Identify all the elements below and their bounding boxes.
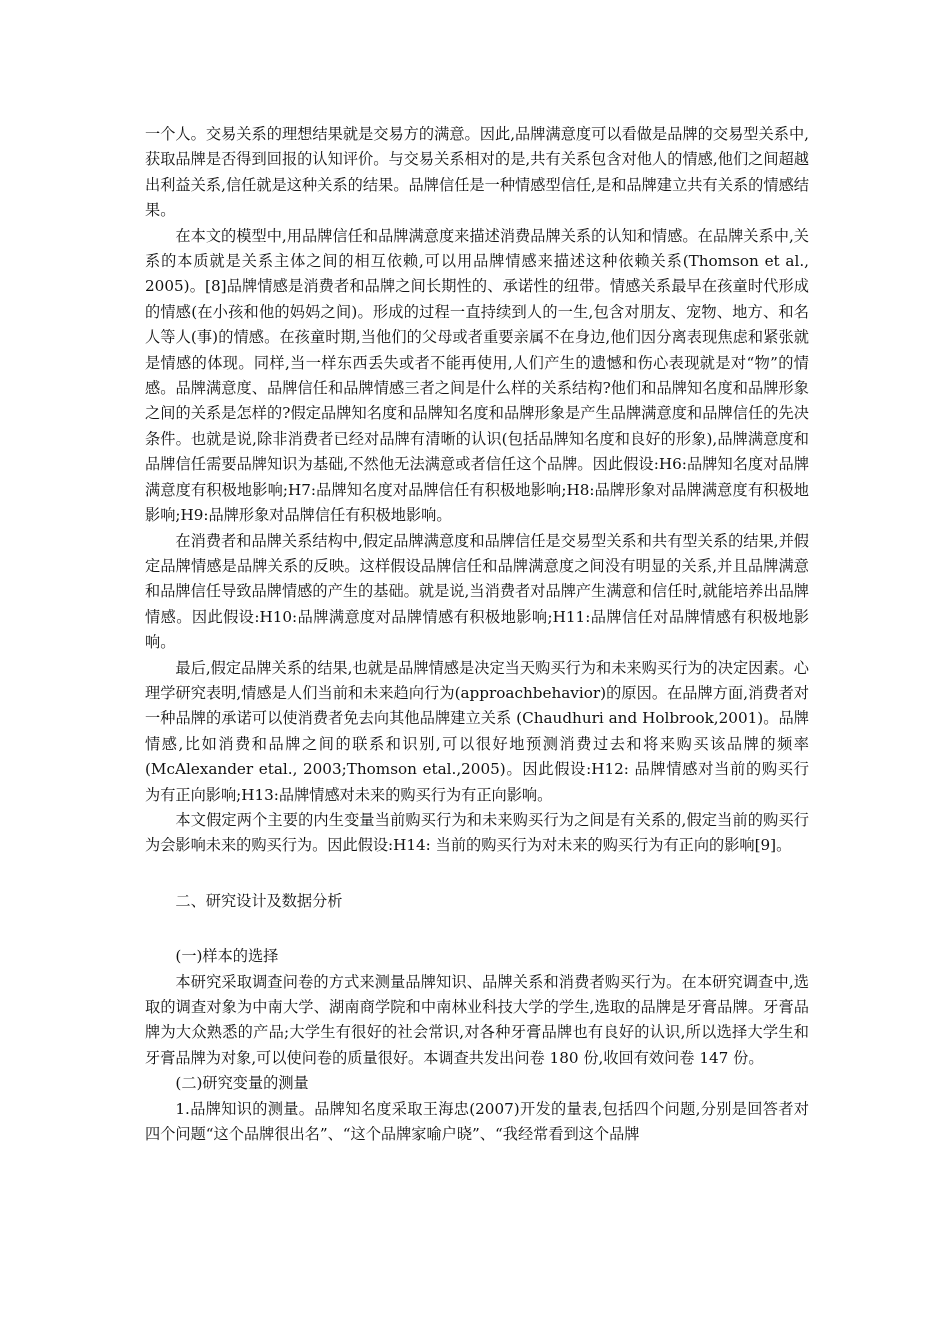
section-spacer bbox=[145, 859, 809, 889]
subsection-heading-sample-selection: (一)样本的选择 bbox=[175, 947, 279, 966]
section-heading-research-design: 二、研究设计及数据分析 bbox=[175, 891, 343, 910]
section-spacer bbox=[145, 914, 809, 944]
subsection-heading-variable-measurement: (二)研究变量的测量 bbox=[175, 1074, 309, 1093]
paragraph-sample-selection: 本研究采取调查问卷的方式来测量品牌知识、品牌关系和消费者购买行为。在本研究调查中,选取的调查对象为中南大学、湖南商学院和中南林业科技大学的学生,选取的品牌是牙膏品牌。牙膏品牌为大众熟悉的产品;大学生有很好的社会常识,对各种牙膏品牌也有良好的认识,所以选择大学生和牙膏品牌为对象,可以使问卷的质量很好。本调查共发出问卷 180 份,收回有效问卷 147 份。 bbox=[145, 972, 809, 1067]
paragraph-model-description: 在本文的模型中,用品牌信任和品牌满意度来描述消费品牌关系的认知和情感。在品牌关系中,关系的本质就是关系主体之间的相互依赖,可以用品牌情感来描述这种依赖关系(Thomson et al., 2005)。[8]品牌情感是消费者和品牌之间长期性的、承诺性的纽带。情感关系最早在孩童时代形成的情感(在小孩和他的妈妈之间)。形成的过程一直持续到人的一生,包含对朋友、宠物、地方、和名人等人(事)的情感。在孩童时期,当他们的父母或者重要亲属不在身边,他们因分离表现焦虑和紧张就是情感的体现。同样,当一样东西丢失或者不能再使用,人们产生的遗憾和伤心表现就是对“物”的情感。品牌满意度、品牌信任和品牌情感三者之间是什么样的关系结构?他们和品牌知名度和品牌形象之间的关系是怎样的?假定品牌知名度和品牌知名度和品牌形象是产生品牌满意度和品牌信任的先决条件。也就是说,除非消费者已经对品牌有清晰的认识(包括品牌知名度和良好的形象),品牌满意度和品牌信任需要品牌知识为基础,不然他无法满意或者信任这个品牌。因此假设:H6:品牌知名度对品牌满意度有积极地影响;H7:品牌知名度对品牌信任有积极地影响;H8:品牌形象对品牌满意度有积极地影响;H9:品牌形象对品牌信任有积极地影响。 bbox=[145, 226, 809, 525]
paragraph-transaction-relationship: 一个人。交易关系的理想结果就是交易方的满意。因此,品牌满意度可以看做是品牌的交易型关系中,获取品牌是否得到回报的认知评价。与交易关系相对的是,共有关系包含对他人的情感,他们之间超越出利益关系,信任就是这种关系的结果。品牌信任是一种情感型信任,是和品牌建立共有关系的情感结果。 bbox=[145, 125, 809, 220]
paragraph-endogenous-variables: 本文假定两个主要的内生变量当前购买行为和未来购买行为之间是有关系的,假定当前的购买行为会影响未来的购买行为。因此假设:H14: 当前的购买行为对未来的购买行为有正向的影响[9]。 bbox=[145, 810, 809, 855]
paragraph-brand-knowledge-measurement: 1.品牌知识的测量。品牌知名度采取王海忠(2007)开发的量表,包括四个问题,分别是回答者对四个问题“这个品牌很出名”、“这个品牌家喻户晓”、“我经常看到这个品牌 bbox=[145, 1099, 809, 1144]
paragraph-relationship-structure: 在消费者和品牌关系结构中,假定品牌满意度和品牌信任是交易型关系和共有型关系的结果,并假定品牌情感是品牌关系的反映。这样假设品牌信任和品牌满意度之间没有明显的关系,并且品牌满意和品牌信任导致品牌情感的产生的基础。就是说,当消费者对品牌产生满意和信任时,就能培养出品牌情感。因此假设:H10:品牌满意度对品牌情感有积极地影响;H11:品牌信任对品牌情感有积极地影响。 bbox=[145, 531, 809, 652]
paragraph-purchase-behavior: 最后,假定品牌关系的结果,也就是品牌情感是决定当天购买行为和未来购买行为的决定因素。心理学研究表明,情感是人们当前和未来趋向行为(approachbehavior)的原因。在品牌方面,消费者对一种品牌的承诺可以使消费者免去向其他品牌建立关系 (Chaudhuri and Holbrook,2001)。品牌情感,比如消费和品牌之间的联系和识别,可以很好地预测消费过去和将来购买该品牌的频率(McAlexander etal., 2003;Thomson etal.,2005)。因此假设:H12: 品牌情感对当前的购买行为有正向影响;H13:品牌情感对未来的购买行为有正向影响。 bbox=[145, 658, 809, 804]
document-page bbox=[145, 122, 809, 1147]
